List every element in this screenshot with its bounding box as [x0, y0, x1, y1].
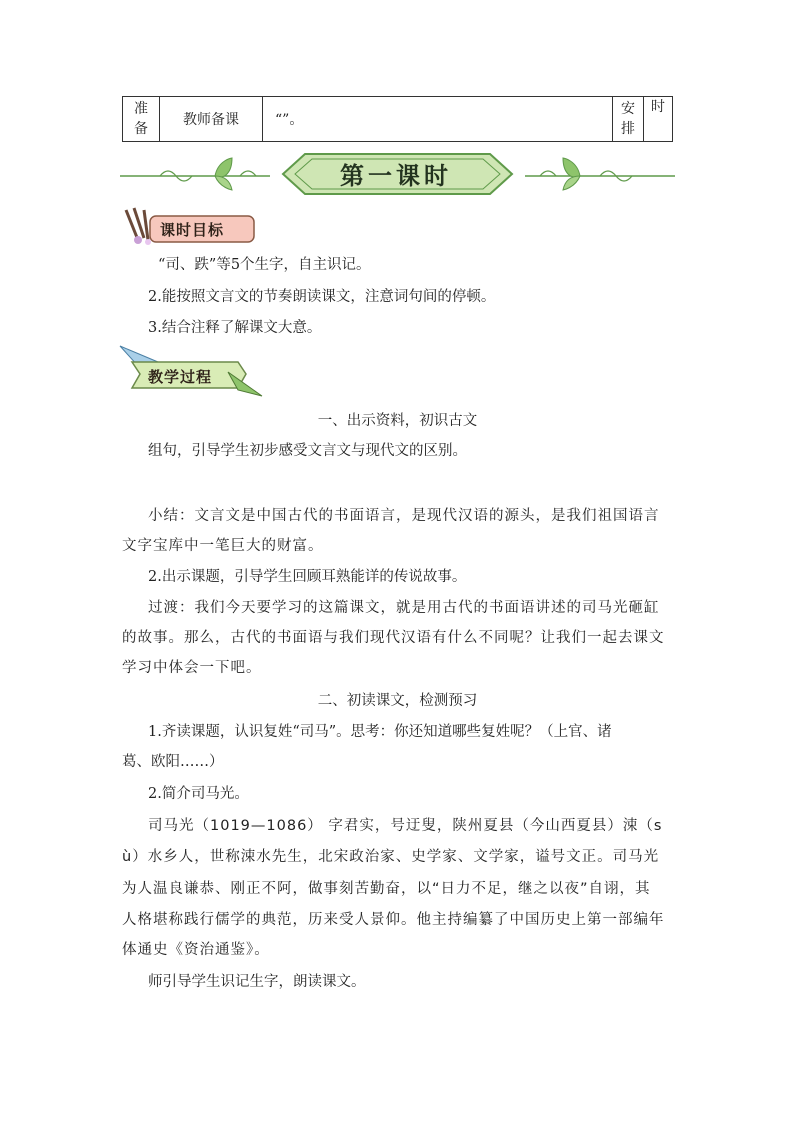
table-cell-preparation — [123, 97, 160, 142]
table-cell-teacher-prep: 教师备课 — [160, 97, 263, 142]
objectives-tag-label: 课时目标 — [160, 221, 225, 239]
process-tag-label: 教学过程 — [148, 368, 213, 386]
paragraph: 过渡：我们今天要学习的这篇课文，就是用古代的书面语讲述的司马光砸缸 — [148, 600, 660, 616]
paragraph: 1.齐读课题，认识复姓“司马”。思考：你还知道哪些复姓呢？（上官、诸 — [148, 724, 612, 740]
leaf-icon — [215, 158, 232, 190]
paragraph: 学习中体会一下吧。 — [122, 660, 262, 676]
paragraph: ù）水乡人，世称涑水先生，北宋政治家、史学家、文学家，谥号文正。司马光 — [122, 849, 660, 865]
paragraph: 2.出示课题，引导学生回顾耳熟能详的传说故事。 — [148, 569, 467, 585]
paragraph: 2.简介司马光。 — [148, 786, 249, 802]
section-heading: 二、初读课文，检测预习 — [317, 693, 478, 709]
table-cell-text: 安排 — [621, 101, 635, 137]
objective-item: 2.能按照文言文的节奏朗读课文，注意词句间的停顿。 — [148, 289, 496, 305]
paragraph: 司马光（1019—1086） 字君实，号迂叟，陕州夏县（今山西夏县）涑（s — [148, 818, 663, 834]
table-cell-time: 时 — [644, 97, 673, 142]
paragraph: 人格堪称践行儒学的典范，历来受人景仰。他主持编纂了中国历史上第一部编年 — [122, 912, 665, 928]
paragraph: 师引导学生识记生字，朗读课文。 — [148, 974, 366, 990]
preparation-table — [122, 96, 673, 142]
paragraph: 的故事。那么，古代的书面语与我们现代汉语有什么不同呢？让我们一起去课文 — [122, 630, 665, 646]
table-cell-content: “”。 — [263, 97, 613, 142]
leaf-icon — [563, 158, 580, 190]
paragraph: 文字宝库中一笔巨大的财富。 — [122, 538, 324, 554]
paragraph: 组句，引导学生初步感受文言文与现代文的区别。 — [148, 443, 467, 459]
section-heading: 一、出示资料，初识古文 — [317, 413, 478, 429]
table-cell-text: 准备 — [134, 101, 148, 137]
objective-item: “司、跌”等5个生字，自主识记。 — [158, 257, 371, 273]
paragraph: 小结：文言文是中国古代的书面语言，是现代汉语的源头，是我们祖国语言 — [148, 508, 660, 524]
paragraph: 体通史《资治通鉴》。 — [122, 942, 270, 958]
objective-item: 3.结合注释了解课文大意。 — [148, 320, 322, 336]
table-row — [123, 97, 673, 142]
paragraph: 葛、欧阳……） — [122, 754, 224, 770]
paragraph: 为人温良谦恭、刚正不阿，做事刻苦勤奋，以“日力不足，继之以夜”自诩，其 — [122, 881, 651, 897]
banner-title: 第一课时 — [340, 162, 452, 190]
brush-icon — [126, 208, 151, 245]
table-cell-arrangement — [613, 97, 644, 142]
